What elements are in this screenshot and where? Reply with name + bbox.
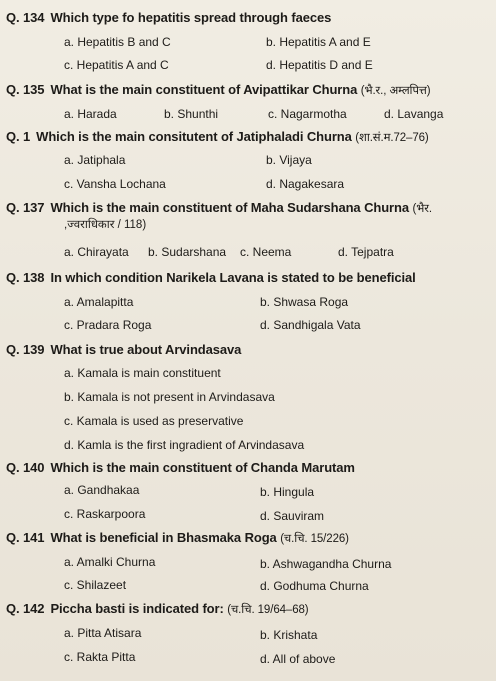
question-142 <box>6 601 494 666</box>
option-a: a. Pitta Atisara <box>64 626 142 640</box>
option-d: d. All of above <box>260 652 336 666</box>
option-a: a. Jatiphala <box>64 153 126 167</box>
question-heading <box>6 129 494 146</box>
question-heading <box>6 342 494 358</box>
question-137 <box>6 200 494 259</box>
option-d: d. Sandhigala Vata <box>260 318 361 332</box>
option-d: d. Kamla is the first ingradient of Arvindasava <box>64 438 305 452</box>
question-text: Which type fo hepatitis spread through faeces <box>50 10 332 25</box>
question-135 <box>6 82 494 121</box>
question-text: Which is the main constituent of Chanda Marutam <box>50 460 355 475</box>
question-140 <box>6 460 494 523</box>
question-number: Q. 142 <box>6 601 45 616</box>
option-b: b. Krishata <box>260 628 318 642</box>
question-number: Q. 138 <box>6 270 45 285</box>
question-heading <box>6 270 494 286</box>
option-a: a. Amalki Churna <box>64 555 156 569</box>
option-c: c. Neema <box>240 245 292 259</box>
option-d: d. Tejpatra <box>338 245 394 259</box>
option-c: c. Hepatitis A and C <box>64 58 169 72</box>
option-b: b. Vijaya <box>266 153 312 167</box>
question-138 <box>6 270 494 332</box>
question-reference: (च.चि. 19/64–68) <box>227 604 309 616</box>
question-reference-continued: ,ज्वराधिकार / 118) <box>64 219 147 231</box>
option-a: a. Amalapitta <box>64 295 134 309</box>
question-reference: (शा.सं.म.72–76) <box>355 132 429 144</box>
question-text: Which is the main consitutent of Jatiphaladi Churna <box>36 129 352 144</box>
option-c: c. Shilazeet <box>64 578 127 592</box>
question-number: Q. 139 <box>6 342 45 357</box>
option-a: a. Kamala is main constituent <box>64 366 221 380</box>
option-c: c. Vansha Lochana <box>64 177 166 191</box>
question-134 <box>6 10 494 72</box>
question-heading <box>6 530 494 547</box>
question-136 <box>6 129 494 191</box>
option-b: b. Hepatitis A and E <box>266 35 371 49</box>
option-d: d. Nagakesara <box>266 177 345 191</box>
question-reference: (च.चि. 15/226) <box>280 533 349 545</box>
option-a: a. Harada <box>64 107 117 121</box>
question-heading <box>6 10 494 26</box>
question-139 <box>6 342 494 452</box>
option-a: a. Gandhakaa <box>64 483 140 497</box>
option-c: c. Raskarpoora <box>64 507 146 521</box>
question-reference: (भै.र., अम्लपित्त) <box>360 85 431 97</box>
option-c: c. Kamala is used as preservative <box>64 414 244 428</box>
question-number: Q. 1 <box>6 129 31 144</box>
option-c: c. Rakta Pitta <box>64 650 136 664</box>
option-a: a. Chirayata <box>64 245 129 259</box>
option-b: b. Shwasa Roga <box>260 295 349 309</box>
question-text: Which is the main constituent of Maha Sudarshana Churna <box>50 200 409 215</box>
option-b: b. Kamala is not present in Arvindasava <box>64 390 275 404</box>
question-heading <box>6 82 494 99</box>
question-number: Q. 137 <box>6 200 45 215</box>
question-text: What is true about Arvindasava <box>50 342 242 357</box>
option-d: d. Godhuma Churna <box>260 579 369 593</box>
question-number: Q. 141 <box>6 530 45 545</box>
question-number: Q. 135 <box>6 82 45 97</box>
question-heading <box>6 460 494 476</box>
option-c: c. Nagarmotha <box>268 107 347 121</box>
question-text: What is the main constituent of Avipattikar Churna <box>50 82 358 97</box>
option-b: b. Hingula <box>260 485 315 499</box>
option-a: a. Hepatitis B and C <box>64 35 171 49</box>
question-number: Q. 140 <box>6 460 45 475</box>
question-text: Piccha basti is indicated for: <box>50 601 224 616</box>
option-d: d. Sauviram <box>260 509 325 523</box>
question-text: What is beneficial in Bhasmaka Roga <box>50 530 277 545</box>
question-141 <box>6 530 494 593</box>
option-c: c. Pradara Roga <box>64 318 152 332</box>
option-d: d. Hepatitis D and E <box>266 58 373 72</box>
question-reference: (भैर. <box>412 203 432 215</box>
question-heading <box>6 200 494 217</box>
question-number: Q. 134 <box>6 10 45 25</box>
question-heading <box>6 601 494 618</box>
option-b: b. Shunthi <box>164 107 219 121</box>
option-d: d. Lavanga <box>384 107 444 121</box>
option-b: b. Sudarshana <box>148 245 227 259</box>
option-b: b. Ashwagandha Churna <box>260 557 392 571</box>
question-text: In which condition Narikela Lavana is stated to be beneficial <box>50 270 416 285</box>
